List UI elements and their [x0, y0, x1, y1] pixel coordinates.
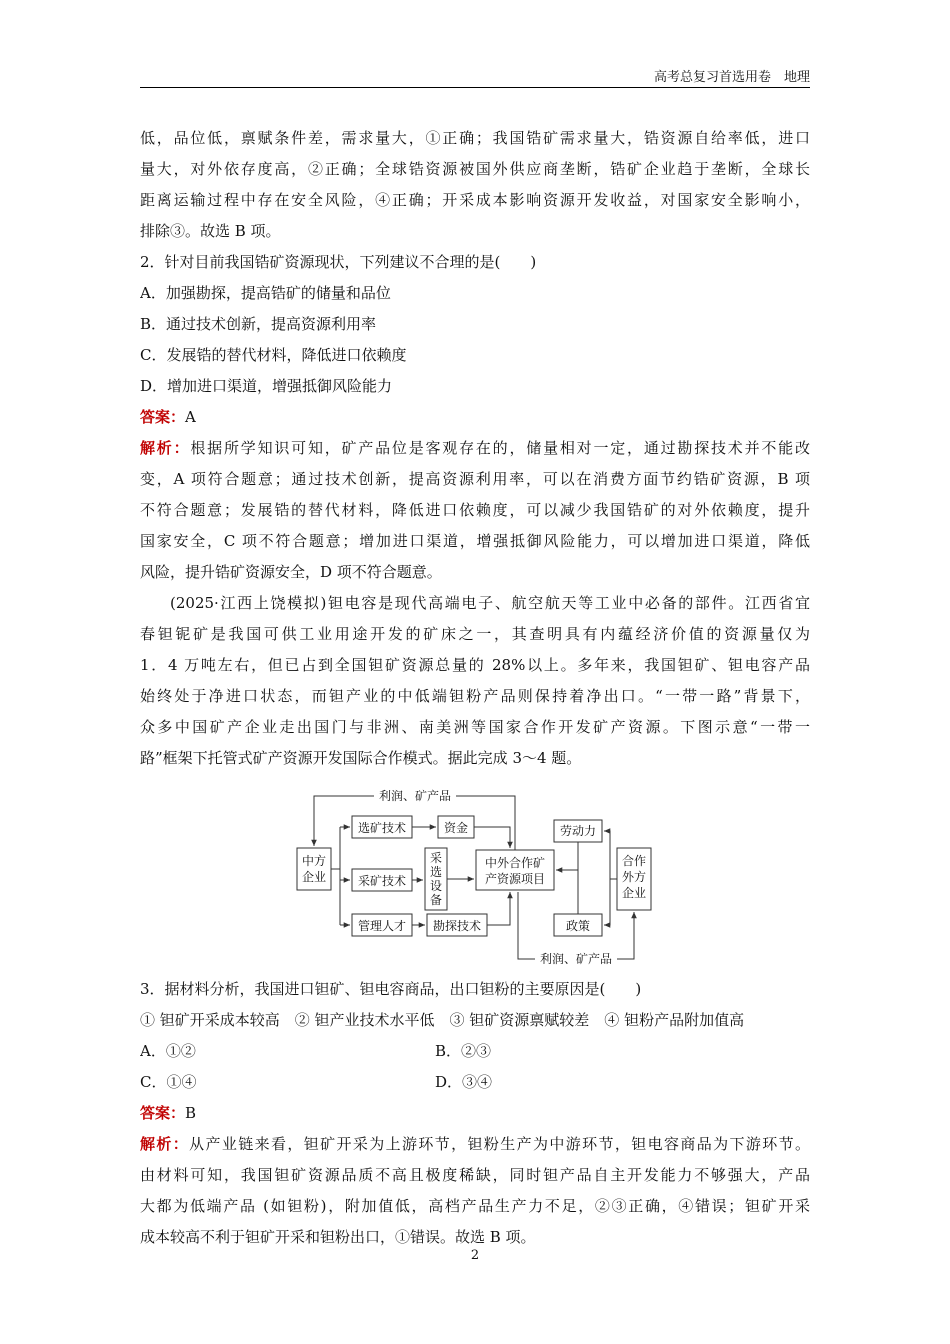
text-foreign-company-3: 企业 — [621, 886, 647, 900]
prev-analysis-line: 距离运输过程中存在安全风险，④正确；开采成本影响资源开发收益，对国家安全影响小， — [140, 191, 810, 209]
question-2-analysis-line: 不符合题意；发展锆的替代材料，降低进口依赖度，可以减少我国锆矿的对外依赖度，提升 — [140, 501, 810, 519]
question-2-option-d: D．增加进口渠道，增强抵御风险能力 — [140, 377, 393, 395]
analysis-text: 根据所学知识可知，矿产品位是客观存在的，储量相对一定，通过勘探技术并不能改 — [190, 439, 810, 457]
question-2-option-c: C．发展锆的替代材料，降低进口依赖度 — [140, 346, 407, 364]
question-3-analysis-line — [140, 1129, 810, 1160]
page-number: 2 — [470, 1248, 480, 1263]
page-body — [140, 123, 810, 1253]
label-top-profit: 利润、矿产品 — [378, 789, 452, 803]
question-3-analysis-line: 成本较高不利于钽矿开采和钽粉出口，①错误。故选 B 项。 — [140, 1228, 536, 1246]
question-2-stem: 2．针对目前我国锆矿资源现状，下列建议不合理的是( ) — [140, 253, 537, 271]
text-mining-select-tech: 选矿技术 — [357, 821, 407, 835]
arrow-to-policy — [604, 879, 610, 925]
text-foreign-company-1: 合作 — [621, 854, 647, 868]
text-equipment-4: 备 — [429, 893, 443, 907]
header-rule — [140, 87, 810, 88]
question-2-answer — [140, 402, 810, 433]
arrow-top-profit — [314, 796, 515, 850]
question-2-analysis-line: 国家安全，C 项不符合题意；增加进口渠道，增强抵御风险能力，可以增加进口渠道，降低 — [140, 532, 810, 550]
question-3-options-row — [140, 1067, 810, 1098]
question-2-analysis-line: 变，A 项符合题意；通过技术创新，提高资源利用率，可以在消费方面节约锆矿资源，B 项 — [140, 470, 810, 488]
answer-value: A — [185, 408, 196, 426]
answer-value: B — [185, 1104, 197, 1122]
question-3-option-b: B．②③ — [435, 1042, 492, 1060]
text-china-company-1: 中方 — [301, 854, 327, 868]
answer-label: 答案： — [140, 408, 186, 426]
diagram-svg — [140, 774, 810, 974]
text-policy: 政策 — [565, 919, 591, 933]
material-line: 春钽铌矿是我国可供工业用途开发的矿床之一，其查明具有内蕴经济价值的资源量仅为 — [140, 625, 810, 643]
question-3-answer — [140, 1098, 810, 1129]
question-3-option-a: A．①② — [140, 1042, 196, 1060]
question-3-analysis-line: 由材料可知，我国钽矿资源品质不高且极度稀缺，同时钽产品自主开发能力不够强大，产品 — [140, 1166, 810, 1184]
text-labor: 劳动力 — [559, 824, 597, 838]
question-3-option-c: C．①④ — [140, 1073, 197, 1091]
prev-analysis-line: 低，品位低，禀赋条件差，需求量大，①正确；我国锆矿需求量大，锆资源自给率低，进口 — [140, 129, 810, 147]
text-china-company-2: 企业 — [301, 870, 327, 884]
question-3-option-d: D．③④ — [435, 1073, 493, 1091]
material-line: (2025·江西上饶模拟)钽电容是现代高端电子、航空航天等工业中必备的部件。江西省宜 — [170, 594, 810, 612]
text-project-2: 产资源项目 — [484, 872, 546, 886]
arrow-exploration-to-project — [487, 892, 510, 925]
material-line: 众多中国矿产企业走出国门与非洲、南美洲等国家合作开发矿产资源。下图示意“一带一 — [140, 718, 810, 736]
text-mining-tech: 采矿技术 — [357, 874, 407, 888]
material-line: 始终处于净进口状态，而钽产业的中低端钽粉产品则保持着净出口。“一带一路”背景下， — [140, 687, 810, 705]
text-management: 管理人才 — [357, 919, 407, 933]
question-2-analysis-line: 风险，提升锆矿资源安全，D 项不符合题意。 — [140, 563, 442, 581]
analysis-label: 解析： — [140, 439, 191, 457]
question-3-items: ① 钽矿开采成本较高 ② 钽产业技术水平低 ③ 钽矿资源禀赋较差 ④ 钽粉产品附加值高 — [140, 1011, 745, 1029]
text-funds: 资金 — [443, 821, 469, 835]
text-exploration: 勘探技术 — [432, 919, 482, 933]
page-header: 高考总复习首选用卷 地理 — [653, 70, 810, 85]
question-3-stem: 3．据材料分析，我国进口钽矿、钽电容商品，出口钽粉的主要原因是( ) — [140, 980, 642, 998]
question-2-option-b: B．通过技术创新，提高资源利用率 — [140, 315, 377, 333]
question-2-analysis-line — [140, 433, 810, 464]
cooperation-mode-diagram — [140, 774, 810, 974]
arrow-to-labor — [604, 831, 617, 879]
text-project-1: 中外合作矿 — [484, 856, 546, 870]
material-line: 路”框架下托管式矿产资源开发国际合作模式。据此完成 3～4 题。 — [140, 749, 582, 767]
arrow-funds-to-project — [474, 827, 510, 848]
prev-analysis-line: 排除③。故选 B 项。 — [140, 222, 281, 240]
text-equipment-3: 设 — [429, 879, 443, 893]
question-3-analysis-line: 大都为低端产品 (如钽粉)，附加值低，高档产品生产力不足，②③正确，④错误；钽矿开采 — [140, 1197, 810, 1215]
question-2-option-a: A．加强勘探，提高锆矿的储量和品位 — [140, 284, 391, 302]
answer-label: 答案： — [140, 1104, 186, 1122]
material-line: 1．4 万吨左右，但已占到全国钽矿资源总量的 28%以上。多年来，我国钽矿、钽电容产品 — [140, 656, 810, 674]
analysis-text: 从产业链来看，钽矿开采为上游环节，钽粉生产为中游环节，钽电容商品为下游环节。 — [189, 1135, 810, 1153]
text-foreign-company-2: 外方 — [621, 870, 647, 884]
prev-analysis-line: 量大，对外依存度高，②正确；全球锆资源被国外供应商垄断，锆矿企业趋于垄断，全球长 — [140, 160, 810, 178]
label-bottom-profit: 利润、矿产品 — [539, 952, 613, 966]
analysis-label: 解析： — [140, 1135, 190, 1153]
question-3-options-row — [140, 1036, 810, 1067]
text-equipment-1: 采 — [429, 851, 443, 865]
text-equipment-2: 选 — [429, 865, 443, 879]
